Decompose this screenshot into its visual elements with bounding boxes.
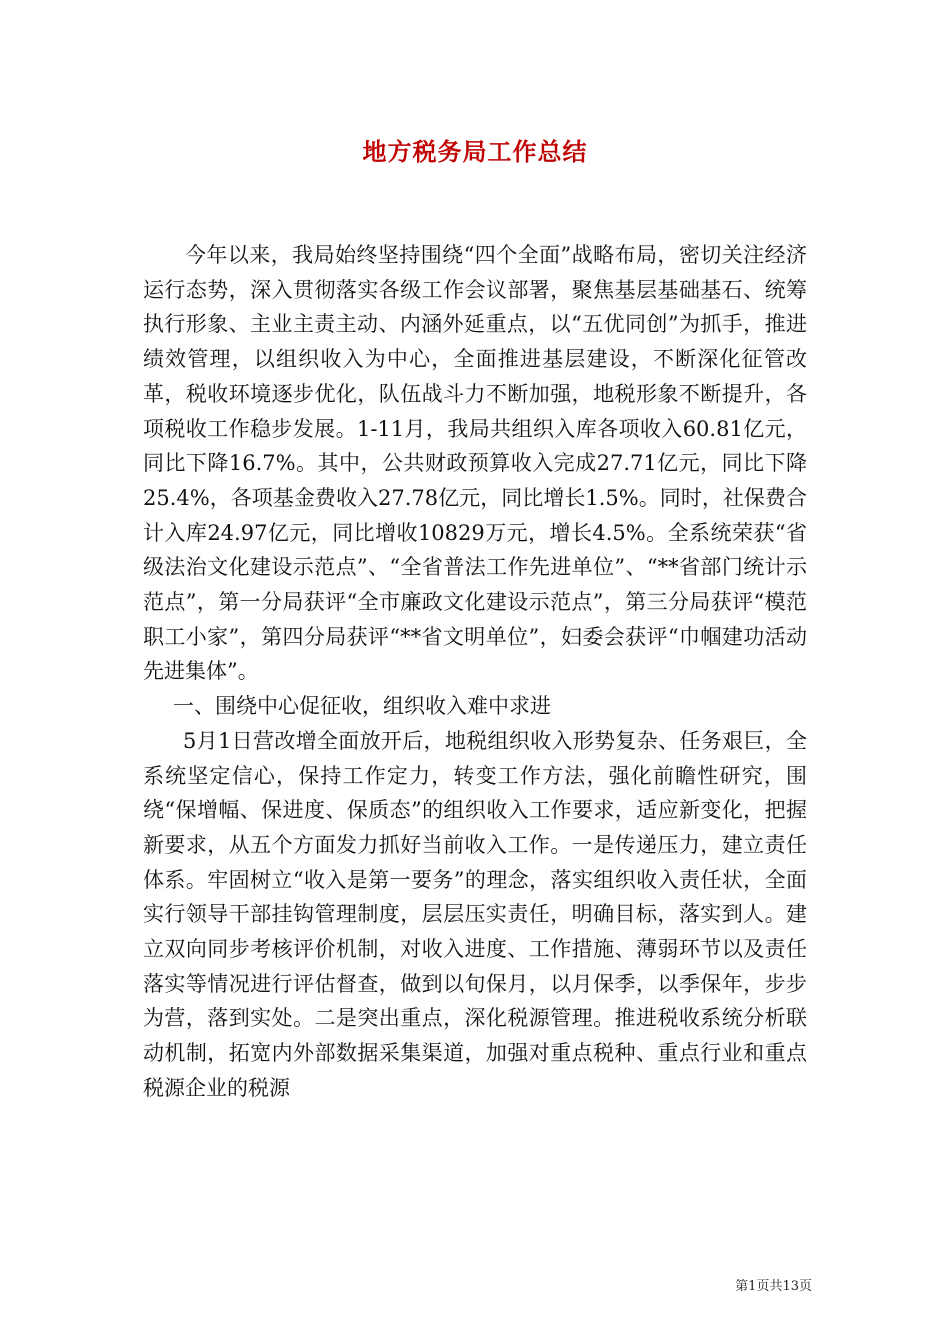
paragraph-intro: 今年以来，我局始终坚持围绕“四个全面”战略布局，密切关注经济运行态势，深入贯彻落实各级工作会议部署，聚焦基层基础基石、统筹执行形象、主业主责主动、内涵外延重点，以“五优同创”为抓手，推进绩效管理，以组织收入为中心，全面推进基层建设，不断深化征管改革，税收环境逐步优化，队伍战斗力不断加强，地税形象不断提升，各项税收工作稳步发展。1-11月，我局共组织入库各项收入60.81亿元，同比下降16.7%。其中，公共财政预算收入完成27.71亿元，同比下降25.4%，各项基金费收入27.78亿元，同比增长1.5%。同时，社保费合计入库24.97亿元，同比增收10829万元，增长4.5%。全系统荣获“省级法治文化建设示范点”、“全省普法工作先进单位”、“**省部门统计示范点”，第一分局获评“全市廉政文化建设示范点”，第三分局获评“模范职工小家”，第四分局获评“**省文明单位”，妇委会获评“巾帼建功活动先进集体”。: [143, 243, 807, 684]
document-body: [143, 238, 807, 1106]
page-number: 第1页共13页: [735, 1279, 812, 1294]
paragraph-section-1: 5月1日营改增全面放开后，地税组织收入形势复杂、任务艰巨，全系统坚定信心，保持工作定力，转变工作方法，强化前瞻性研究，围绕“保增幅、保进度、保质态”的组织收入工作要求，适应新变化，把握新要求，从五个方面发力抓好当前收入工作。一是传递压力，建立责任体系。牢固树立“收入是第一要务”的理念，落实组织收入责任状，全面实行领导干部挂钩管理制度，层层压实责任，明确目标，落实到人。建立双向同步考核评价机制，对收入进度、工作措施、薄弱环节以及责任落实等情况进行评估督查，做到以旬保月，以月保季，以季保年，步步为营，落到实处。二是突出重点，深化税源管理。推进税收系统分析联动机制，拓宽内外部数据采集渠道，加强对重点税种、重点行业和重点税源企业的税源: [143, 728, 807, 1100]
section-heading-1: 一、围绕中心促征收，组织收入难中求进: [173, 694, 551, 719]
document-title: 地方税务局工作总结: [362, 137, 588, 166]
